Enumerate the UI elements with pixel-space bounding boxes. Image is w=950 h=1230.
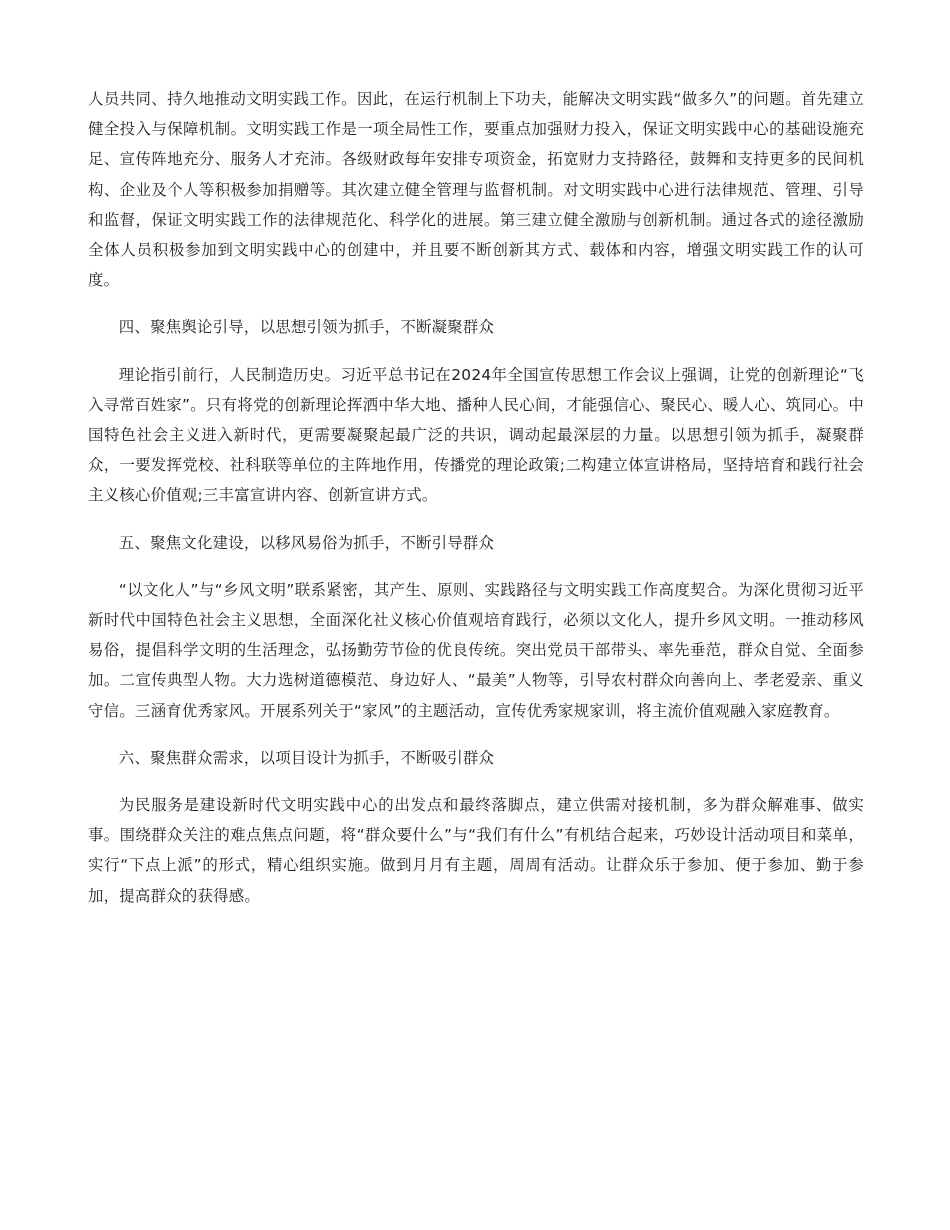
paragraph-public-needs: 为民服务是建设新时代文明实践中心的出发点和最终落脚点，建立供需对接机制，多为群众解难事、做实事。围绕群众关注的难点焦点问题，将“群众要什么”与“我们有什么”有机结合起来，巧妙设计活动项目和菜单，实行“下点上派”的形式，精心组织实施。做到月月有主题，周周有活动。让群众乐于参加、便于参加、勤于参加，提高群众的获得感。 — [88, 796, 864, 905]
section-heading-6: 六、聚焦群众需求，以项目设计为抓手，不断吸引群众 — [118, 748, 495, 767]
section-heading-4: 四、聚焦舆论引导，以思想引领为抓手，不断凝聚群众 — [118, 318, 495, 337]
section-heading-5: 五、聚焦文化建设，以移风易俗为抓手，不断引导群众 — [118, 533, 495, 552]
paragraph-culture: “以文化人”与“乡风文明”联系紧密，其产生、原则、实践路径与文明实践工作高度契合。为深化贯彻习近平新时代中国特色社会主义思想，全面深化社义核心价值观培育践行，必须以文化人，提升乡风文明。一推动移风易俗，提倡科学文明的生活理念，弘扬勤劳节俭的优良传统。突出党员干部带头、率先垂范，群众自觉、全面参加。二宣传典型人物。大力选树道德模范、身边好人、“最美”人物等，引导农村群众向善向上、孝老爱亲、重义守信。三涵育优秀家风。开展系列关于“家风”的主题活动，宣传优秀家规家训，将主流价值观融入家庭教育。 — [88, 580, 864, 720]
paragraph-mechanism-continued: 人员共同、持久地推动文明实践工作。因此，在运行机制上下功夫，能解决文明实践“做多久”的问题。首先建立健全投入与保障机制。文明实践工作是一项全局性工作，要重点加强财力投入，保证文明实践中心的基础设施充足、宣传阵地充分、服务人才充沛。各级财政每年安排专项资金，拓宽财力支持路径，鼓舞和支持更多的民间机构、企业及个人等积极参加捐赠等。其次建立健全管理与监督机制。对文明实践中心进行法律规范、管理、引导和监督，保证文明实践工作的法律规范化、科学化的进展。第三建立健全激励与创新机制。通过各式的途径激励全体人员积极参加到文明实践中心的创建中，并且要不断创新其方式、载体和内容，增强文明实践工作的认可度。 — [88, 90, 864, 290]
document-page — [88, 84, 864, 928]
paragraph-public-opinion: 理论指引前行，人民制造历史。习近平总书记在2024年全国宣传思想工作会议上强调，让党的创新理论“飞入寻常百姓家”。只有将党的创新理论挥洒中华大地、播种人民心间，才能强信心、聚民心、暖人心、筑同心。中国特色社会主义进入新时代，更需要凝聚起最广泛的共识，调动起最深层的力量。以思想引领为抓手，凝聚群众，一要发挥党校、社科联等单位的主阵地作用，传播党的理论政策;二构建立体宣讲格局，坚持培育和践行社会主义核心价值观;三丰富宣讲内容、创新宣讲方式。 — [88, 365, 864, 505]
